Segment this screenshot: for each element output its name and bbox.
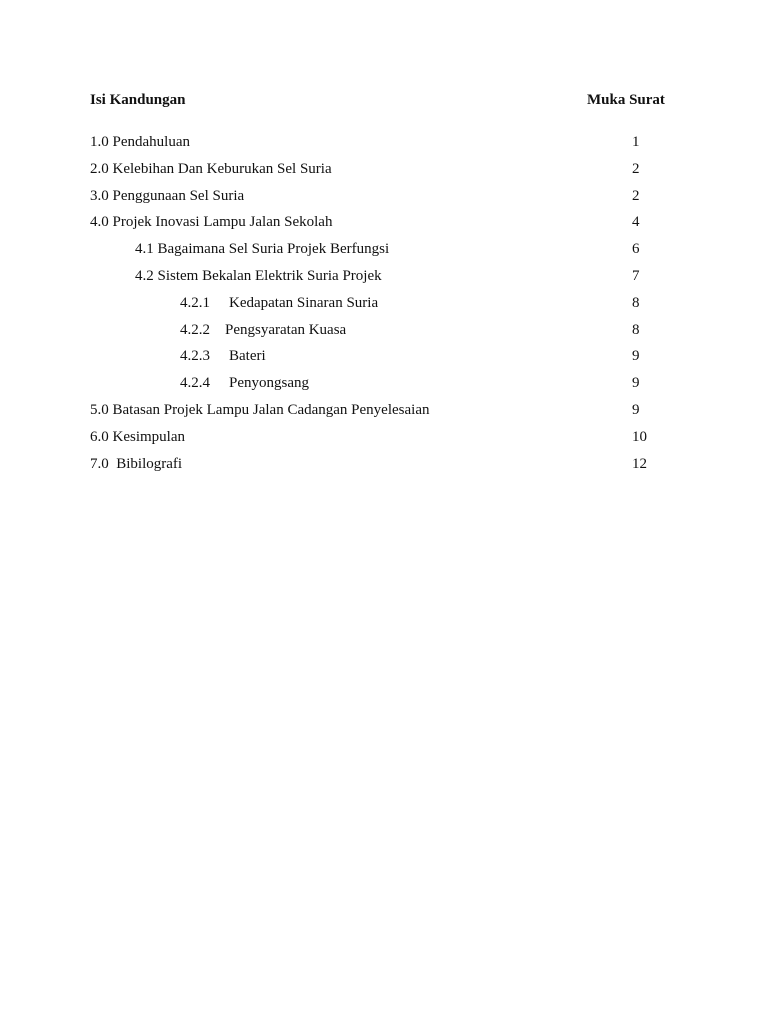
toc-entry-number: 4.2.2 bbox=[180, 321, 210, 338]
toc-entry-title: Penyongsang bbox=[229, 375, 309, 392]
toc-entry bbox=[90, 454, 670, 481]
toc-entry-number: 4.2.3 bbox=[180, 348, 210, 365]
toc-entry-page: 9 bbox=[632, 375, 640, 392]
toc-entry bbox=[90, 266, 670, 293]
table-of-contents bbox=[90, 132, 670, 480]
toc-entry-title: 1.0 Pendahuluan bbox=[90, 134, 190, 150]
toc-subentry bbox=[180, 373, 309, 393]
toc-entry-title: Pengsyaratan Kuasa bbox=[225, 321, 347, 338]
toc-entry-title: 5.0 Batasan Projek Lampu Jalan Cadangan Penyelesaian bbox=[90, 401, 430, 418]
toc-entry-page: 8 bbox=[632, 321, 640, 338]
toc-entry-page: 7 bbox=[632, 267, 640, 284]
toc-title: Isi Kandungan bbox=[90, 92, 186, 108]
toc-entry bbox=[90, 400, 670, 427]
toc-entry-number: 4.2.4 bbox=[180, 375, 210, 392]
toc-entry bbox=[90, 320, 670, 347]
toc-entry-title: 4.0 Projek Inovasi Lampu Jalan Sekolah bbox=[90, 214, 333, 231]
toc-entry-title: 2.0 Kelebihan Dan Keburukan Sel Suria bbox=[90, 160, 332, 177]
toc-entry-title: 6.0 Kesimpulan bbox=[90, 428, 185, 445]
toc-entry bbox=[90, 346, 670, 373]
toc-entry bbox=[90, 212, 670, 239]
toc-entry-title: 4.1 Bagaimana Sel Suria Projek Berfungsi bbox=[135, 241, 390, 258]
toc-entry-page: 8 bbox=[632, 294, 640, 311]
toc-entry bbox=[90, 373, 670, 400]
toc-entry-title: 7.0 Bibilografi bbox=[90, 455, 183, 472]
toc-entry bbox=[90, 239, 670, 266]
toc-entry-page: 12 bbox=[632, 455, 647, 472]
toc-subentry bbox=[180, 320, 346, 340]
toc-entry bbox=[90, 293, 670, 320]
toc-entry-page: 4 bbox=[632, 214, 640, 231]
toc-entry-page: 2 bbox=[632, 160, 640, 177]
page-column-title: Muka Surat bbox=[587, 92, 665, 108]
toc-entry-page: 6 bbox=[632, 241, 640, 258]
toc-heading-row bbox=[90, 92, 670, 112]
toc-entry bbox=[90, 427, 670, 454]
toc-entry-title: Bateri bbox=[229, 348, 266, 365]
toc-subentry bbox=[180, 293, 378, 313]
toc-entry-page: 10 bbox=[632, 428, 647, 445]
toc-entry-title: 4.2 Sistem Bekalan Elektrik Suria Projek bbox=[135, 267, 382, 284]
toc-entry-page: 2 bbox=[632, 187, 640, 204]
toc-entry-page: 1 bbox=[632, 134, 640, 150]
toc-entry-number: 4.2.1 bbox=[180, 294, 210, 311]
toc-subentry bbox=[180, 346, 266, 366]
toc-entry-page: 9 bbox=[632, 401, 640, 418]
toc-entry-page: 9 bbox=[632, 348, 640, 365]
toc-entry bbox=[90, 132, 670, 159]
toc-entry-title: Kedapatan Sinaran Suria bbox=[229, 294, 379, 311]
toc-entry bbox=[90, 159, 670, 186]
toc-entry bbox=[90, 186, 670, 213]
toc-entry-title: 3.0 Penggunaan Sel Suria bbox=[90, 187, 245, 204]
